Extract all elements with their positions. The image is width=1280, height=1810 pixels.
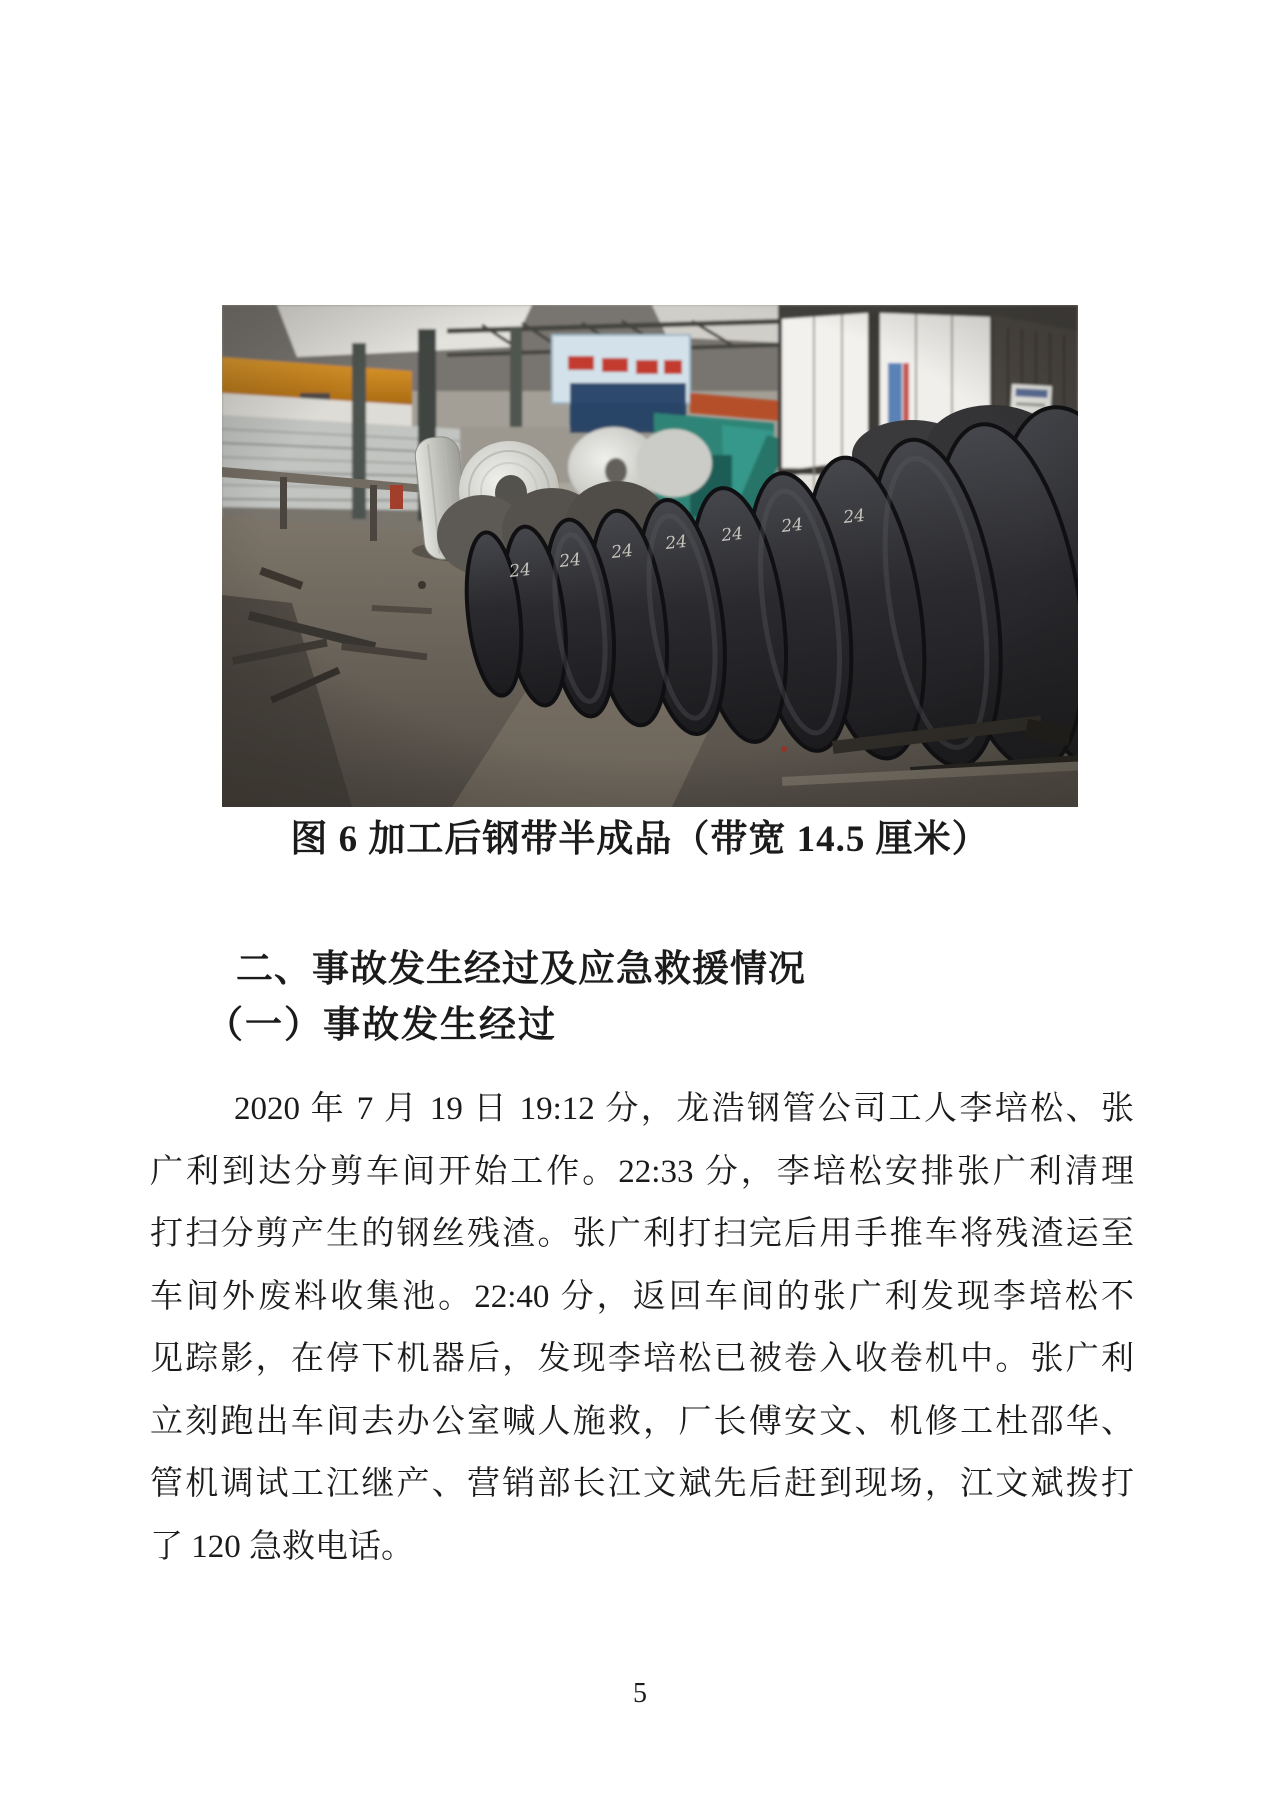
section-heading: 二、事故发生经过及应急救援情况 [236,948,806,989]
section-subheading: （一）事故发生经过 [206,1005,557,1046]
paragraph-line: 见踪影，在停下机器后，发现李培松已被卷入收卷机中。张广利 [150,1341,1134,1377]
paragraph-line: 打扫分剪产生的钢丝残渣。张广利打扫完后用手推车将残渣运至 [150,1216,1134,1252]
paragraph-line: 了 120 急救电话。 [150,1528,414,1565]
photo-art [222,305,1078,807]
paragraph-line: 广利到达分剪车间开始工作。22:33 分，李培松安排张广利清理 [150,1153,1134,1190]
page-number: 5 [633,1678,647,1709]
figure-caption: 图 6 加工后钢带半成品（带宽 14.5 厘米） [290,819,990,860]
paragraph-line: 立刻跑出车间去办公室喊人施救，厂长傅安文、机修工杜邵华、 [150,1403,1134,1440]
paragraph-line: 2020 年 7 月 19 日 19:12 分，龙浩钢管公司工人李培松、张 [234,1091,1134,1127]
paragraph-line: 管机调试工江继产、营销部长江文斌先后赶到现场，江文斌拨打 [150,1466,1134,1502]
vignette-overlay [222,305,1078,807]
body-paragraph [150,1078,1134,1578]
figure-photo [222,305,1078,807]
paragraph-line: 车间外废料收集池。22:40 分，返回车间的张广利发现李培松不 [150,1278,1134,1315]
